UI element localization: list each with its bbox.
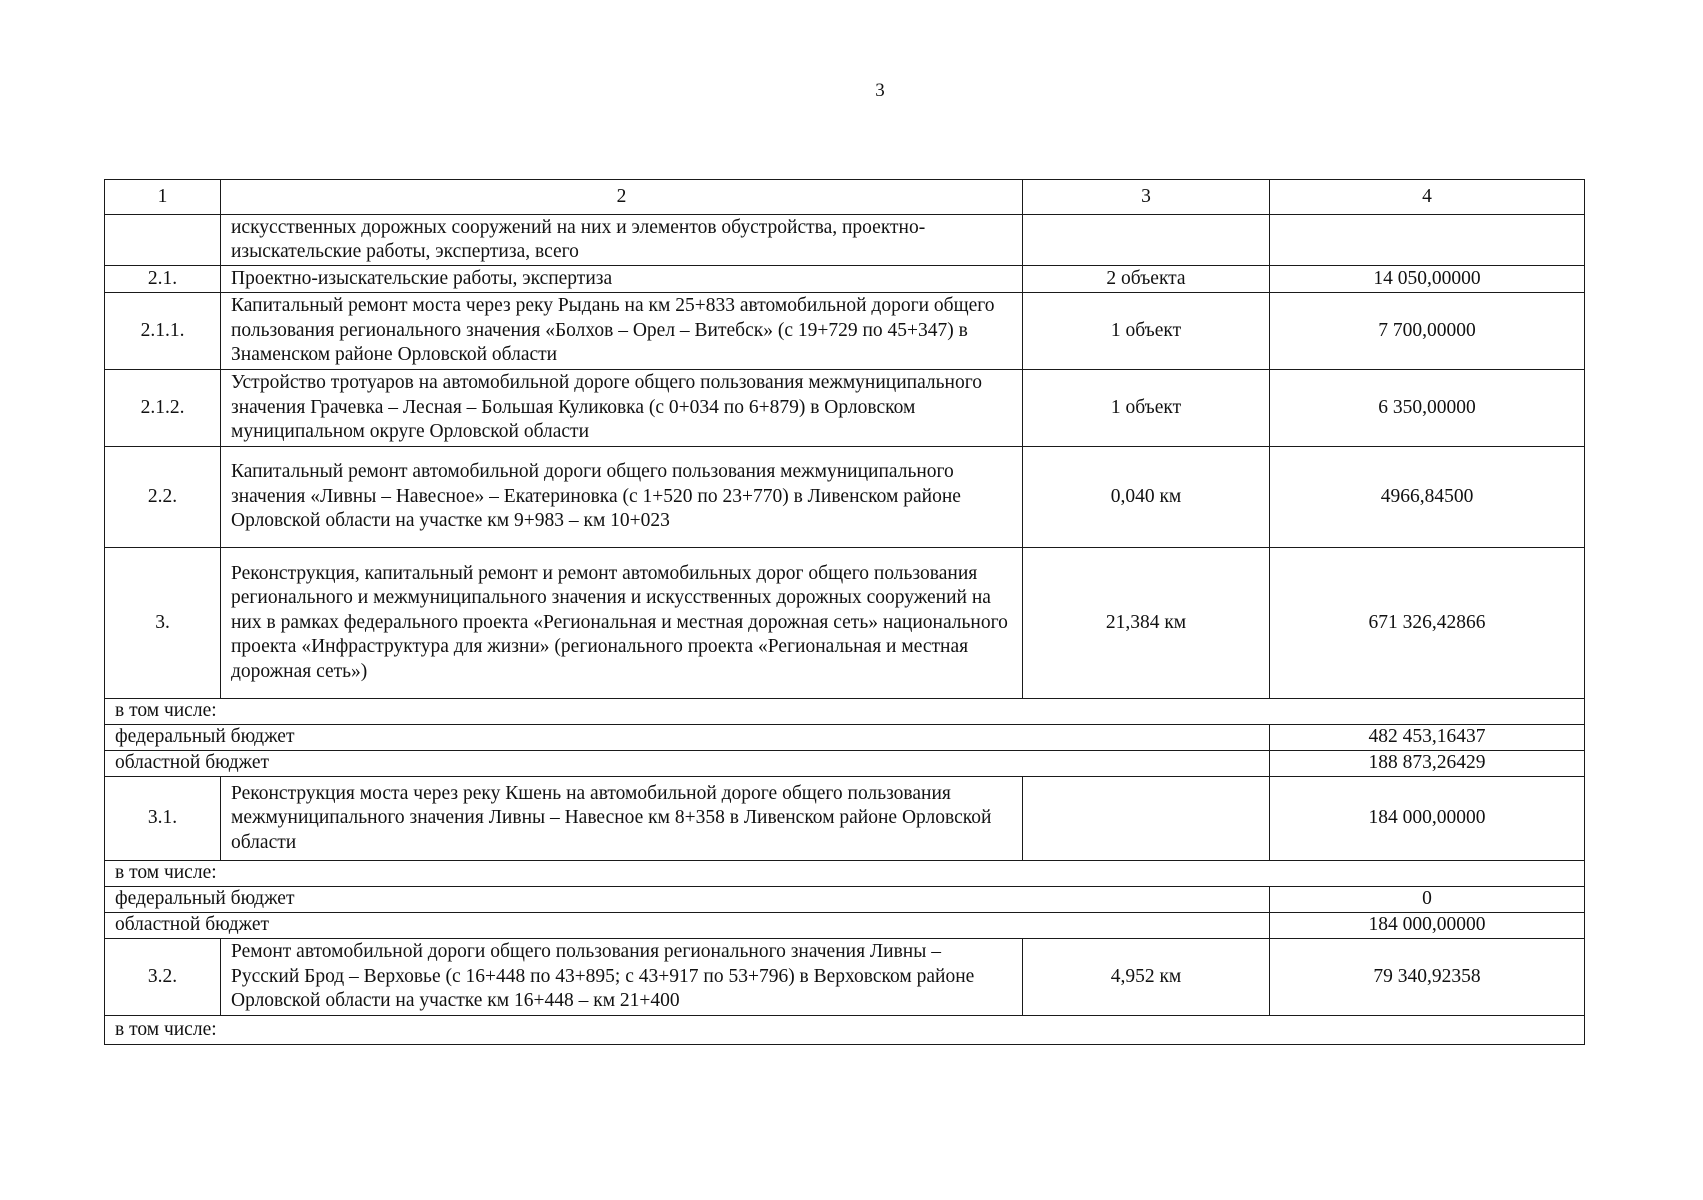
row-number-cell	[105, 215, 221, 266]
row-quantity-cell: 21,384 км	[1023, 548, 1270, 699]
row-name-cell: Реконструкция, капитальный ремонт и ремонт автомобильных дорог общего пользования регионального и межмуниципального значения и искусственных дорожных сооружений на них в рамках федерального проекта «Региональная и местная дорожная сеть» национального проекта «Инфраструктура для жизни» (регионального проекта «Региональная и местная дорожная сеть»)	[221, 548, 1023, 699]
federal-budget-value: 0	[1270, 887, 1585, 913]
table-row	[105, 370, 1585, 447]
row-quantity-cell: 2 объекта	[1023, 266, 1270, 293]
row-sum-cell: 79 340,92358	[1270, 939, 1585, 1016]
federal-budget-label: федеральный бюджет	[105, 887, 1270, 913]
column-number-4: 4	[1270, 180, 1585, 215]
including-row	[105, 861, 1585, 887]
row-name-cell: Устройство тротуаров на автомобильной дороге общего пользования межмуниципального значения Грачевка – Лесная – Большая Куликовка (с 0+034 по 6+879) в Орловском муниципальном округе Орловской области	[221, 370, 1023, 447]
column-number-row	[105, 180, 1585, 215]
row-quantity-cell: 1 объект	[1023, 370, 1270, 447]
regional-budget-row	[105, 751, 1585, 777]
column-number-3: 3	[1023, 180, 1270, 215]
row-number-cell: 2.1.2.	[105, 370, 221, 447]
table-row	[105, 548, 1585, 699]
row-sum-cell	[1270, 215, 1585, 266]
row-name-cell: Ремонт автомобильной дороги общего пользования регионального значения Ливны – Русский Брод – Верховье (с 16+448 по 43+895; с 43+917 по 53+796) в Верховском районе Орловской области на участке км 16+448 – км 21+400	[221, 939, 1023, 1016]
row-name-cell: искусственных дорожных сооружений на них и элементов обустройства, проектно-изыскательские работы, экспертиза, всего	[221, 215, 1023, 266]
row-quantity-cell: 1 объект	[1023, 293, 1270, 370]
row-sum-cell: 6 350,00000	[1270, 370, 1585, 447]
regional-budget-row	[105, 913, 1585, 939]
row-sum-cell: 14 050,00000	[1270, 266, 1585, 293]
including-row	[105, 1016, 1585, 1045]
table-row	[105, 293, 1585, 370]
regional-budget-value: 188 873,26429	[1270, 751, 1585, 777]
row-number-cell: 3.1.	[105, 777, 221, 861]
row-sum-cell: 4966,84500	[1270, 447, 1585, 548]
row-name-cell: Проектно-изыскательские работы, экспертиза	[221, 266, 1023, 293]
table-row	[105, 777, 1585, 861]
row-number-cell: 2.1.1.	[105, 293, 221, 370]
row-quantity-cell	[1023, 215, 1270, 266]
regional-budget-label: областной бюджет	[105, 913, 1270, 939]
row-name-cell: Реконструкция моста через реку Кшень на автомобильной дороге общего пользования межмуниципального значения Ливны – Навесное км 8+358 в Ливенском районе Орловской области	[221, 777, 1023, 861]
column-number-1: 1	[105, 180, 221, 215]
row-number-cell: 2.1.	[105, 266, 221, 293]
row-quantity-cell	[1023, 777, 1270, 861]
regional-budget-value: 184 000,00000	[1270, 913, 1585, 939]
federal-budget-row	[105, 887, 1585, 913]
road-works-table	[104, 179, 1585, 1045]
including-label: в том числе:	[105, 861, 1585, 887]
regional-budget-label: областной бюджет	[105, 751, 1270, 777]
row-sum-cell: 671 326,42866	[1270, 548, 1585, 699]
federal-budget-label: федеральный бюджет	[105, 725, 1270, 751]
table-row	[105, 447, 1585, 548]
table-row	[105, 266, 1585, 293]
row-quantity-cell: 0,040 км	[1023, 447, 1270, 548]
row-name-cell: Капитальный ремонт моста через реку Рыдань на км 25+833 автомобильной дороги общего пользования регионального значения «Болхов – Орел – Витебск» (с 19+729 по 45+347) в Знаменском районе Орловской области	[221, 293, 1023, 370]
row-quantity-cell: 4,952 км	[1023, 939, 1270, 1016]
federal-budget-value: 482 453,16437	[1270, 725, 1585, 751]
column-number-2: 2	[221, 180, 1023, 215]
federal-budget-row	[105, 725, 1585, 751]
including-row	[105, 699, 1585, 725]
row-sum-cell: 7 700,00000	[1270, 293, 1585, 370]
table-row	[105, 939, 1585, 1016]
row-number-cell: 3.	[105, 548, 221, 699]
including-label: в том числе:	[105, 1016, 1585, 1045]
row-number-cell: 3.2.	[105, 939, 221, 1016]
including-label: в том числе:	[105, 699, 1585, 725]
page-number: 3	[875, 80, 885, 101]
row-sum-cell: 184 000,00000	[1270, 777, 1585, 861]
row-name-cell: Капитальный ремонт автомобильной дороги общего пользования межмуниципального значения «Ливны – Навесное» – Екатериновка (с 1+520 по 23+770) в Ливенском районе Орловской области на участке км 9+983 – км 10+023	[221, 447, 1023, 548]
table-row-intro	[105, 215, 1585, 266]
row-number-cell: 2.2.	[105, 447, 221, 548]
